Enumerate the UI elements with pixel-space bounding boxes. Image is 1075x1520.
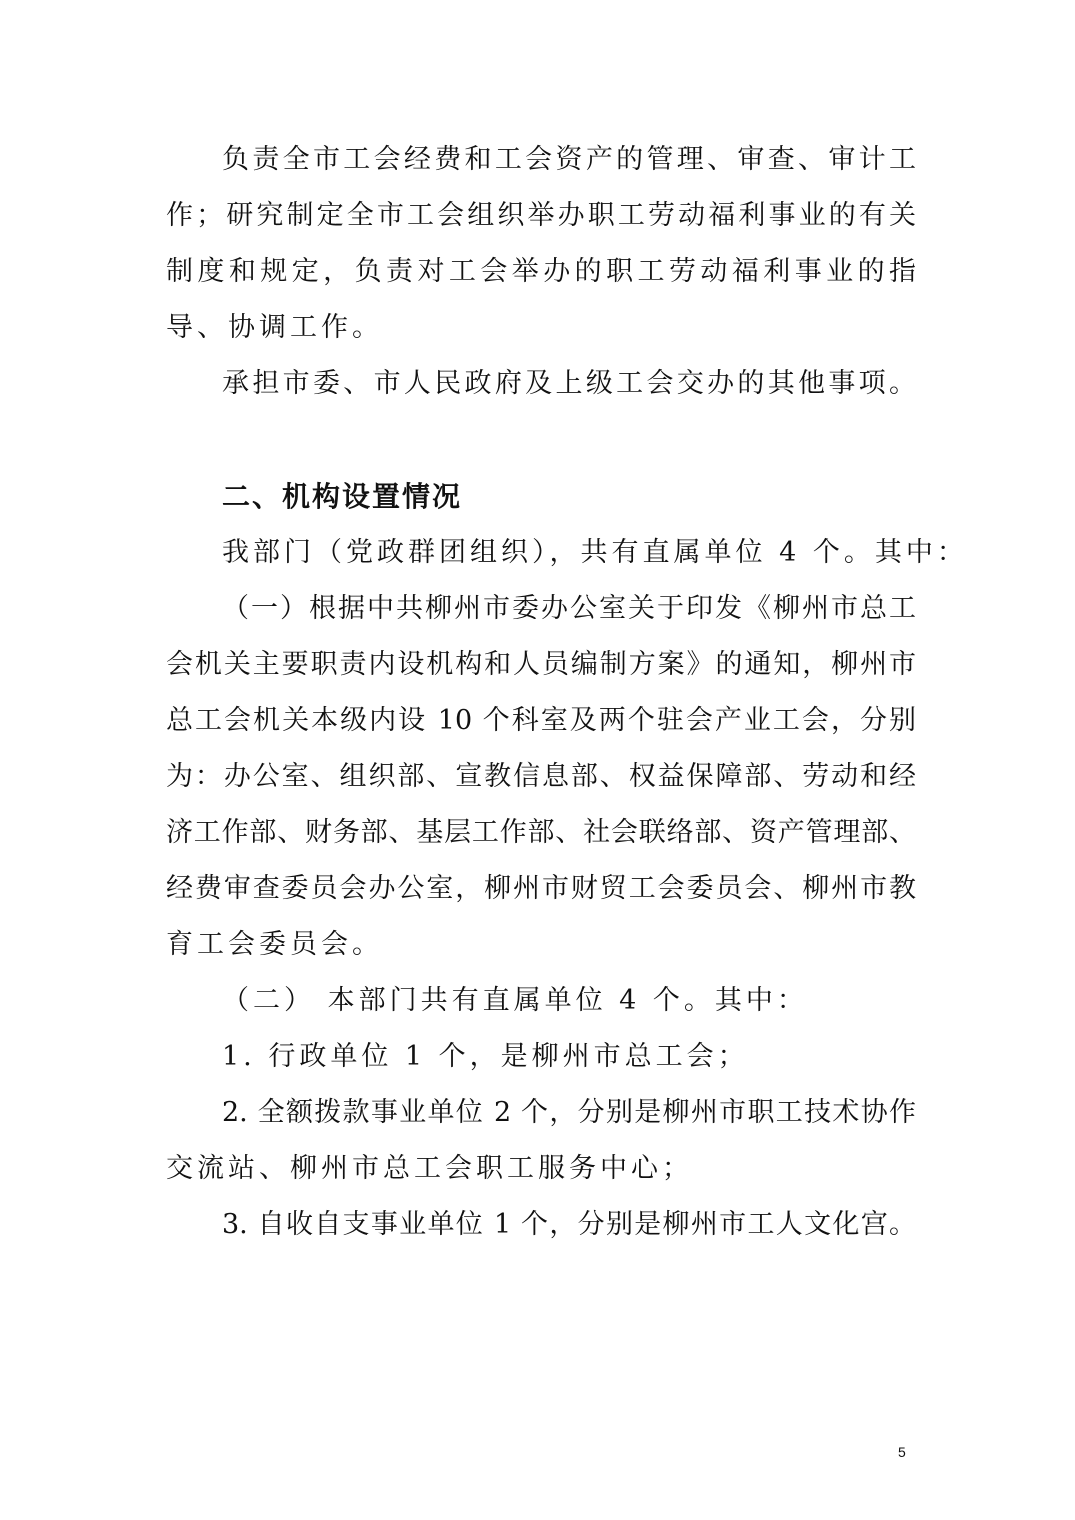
paragraph2-text: 承担市委、市人民政府及上级工会交办的其他事项。 xyxy=(222,368,916,399)
item2-sub2-line-1: 2. 全额拨款事业单位 2 个，分别是柳州市职工技术协作 xyxy=(222,1097,916,1128)
item1-line-2: 会机关主要职责内设机构和人员编制方案》的通知，柳州市 xyxy=(166,649,916,680)
paragraph1-line-2: 作；研究制定全市工会组织举办职工劳动福利事业的有关 xyxy=(166,200,916,231)
paragraph1-line-3: 制度和规定，负责对工会举办的职工劳动福利事业的指 xyxy=(166,256,916,287)
section-intro: 我部门（党政群团组织），共有直属单位 4 个。其中： xyxy=(222,537,968,568)
item2-text: （二） 本部门共有直属单位 4 个。其中： xyxy=(222,985,808,1016)
item2-sub3: 3. 自收自支事业单位 1 个，分别是柳州市工人文化宫。 xyxy=(222,1209,916,1240)
item1-line-6: 经费审查委员会办公室，柳州市财贸工会委员会、柳州市教 xyxy=(166,873,916,904)
paragraph1-line-4: 导、协调工作。 xyxy=(166,312,383,343)
item1-line-5: 济工作部、财务部、基层工作部、社会联络部、资产管理部、 xyxy=(166,817,916,848)
paragraph1-line-1: 负责全市工会经费和工会资产的管理、审查、审计工 xyxy=(222,144,916,175)
item1-line-1: （一）根据中共柳州市委办公室关于印发《柳州市总工 xyxy=(222,593,916,624)
section-heading: 二、机构设置情况 xyxy=(222,480,463,513)
page-number: 5 xyxy=(898,1444,906,1460)
item1-line-7: 育工会委员会。 xyxy=(166,929,383,960)
item1-line-3: 总工会机关本级内设 10 个科室及两个驻会产业工会，分别 xyxy=(166,705,916,736)
item1-line-4: 为：办公室、组织部、宣教信息部、权益保障部、劳动和经 xyxy=(166,761,916,792)
item2-sub1: 1. 行政单位 1 个，是柳州市总工会； xyxy=(222,1041,749,1072)
item2-sub2-line-2: 交流站、柳州市总工会职工服务中心； xyxy=(166,1153,693,1184)
